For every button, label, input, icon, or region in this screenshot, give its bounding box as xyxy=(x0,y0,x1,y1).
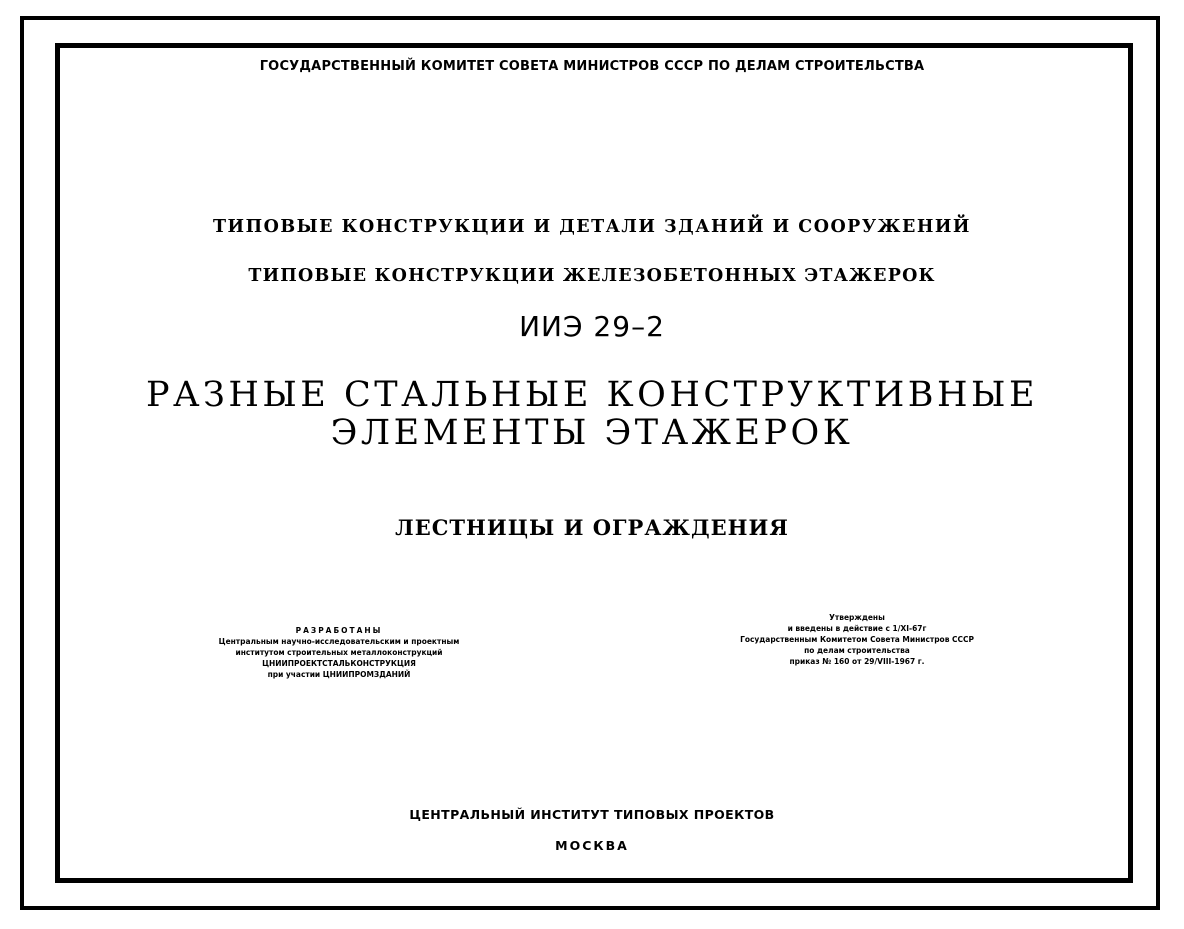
developed-line-1: Центральным научно-исследовательским и проектным xyxy=(218,636,460,646)
subtitle: ЛЕСТНИЦЫ И ОГРАЖДЕНИЯ xyxy=(395,515,789,540)
approved-line-4: по делам строительства xyxy=(804,645,910,655)
series-line-1: ТИПОВЫЕ КОНСТРУКЦИИ И ДЕТАЛИ ЗДАНИЙ И СООРУЖЕНИЙ xyxy=(213,217,971,237)
developed-line-2: институтом строительных металлоконструкций xyxy=(235,647,443,657)
approved-block xyxy=(700,612,1014,667)
approved-line-3: Государственным Комитетом Совета Министров СССР xyxy=(740,634,974,644)
developed-line-3: ЦНИИПРОЕКТСТАЛЬКОНСТРУКЦИЯ xyxy=(262,658,416,668)
series-line-2: ТИПОВЫЕ КОНСТРУКЦИИ ЖЕЛЕЗОБЕТОННЫХ ЭТАЖЕРОК xyxy=(248,266,936,286)
committee-heading: ГОСУДАРСТВЕННЫЙ КОМИТЕТ СОВЕТА МИНИСТРОВ СССР ПО ДЕЛАМ СТРОИТЕЛЬСТВА xyxy=(259,59,925,74)
developed-by-block xyxy=(160,625,518,680)
title-line-1: РАЗНЫЕ СТАЛЬНЫЕ КОНСТРУКТИВНЫЕ xyxy=(145,375,1038,415)
approved-line-2: и введены в действие с 1/XI-67г xyxy=(787,623,927,633)
title-line-2: ЭЛЕМЕНТЫ ЭТАЖЕРОК xyxy=(330,413,854,453)
approved-line-1: Утверждены xyxy=(829,612,885,622)
developed-heading: РАЗРАБОТАНЫ xyxy=(295,625,383,635)
series-code: ИИЭ 29–2 xyxy=(519,310,665,343)
developed-line-4: при участии ЦНИИПРОМЗДАНИЙ xyxy=(267,669,411,679)
inner-border xyxy=(55,43,1133,883)
city-name: МОСКВА xyxy=(555,838,629,853)
approved-line-5: приказ № 160 от 29/VIII-1967 г. xyxy=(789,656,925,666)
institute-name: ЦЕНТРАЛЬНЫЙ ИНСТИТУТ ТИПОВЫХ ПРОЕКТОВ xyxy=(409,807,775,822)
